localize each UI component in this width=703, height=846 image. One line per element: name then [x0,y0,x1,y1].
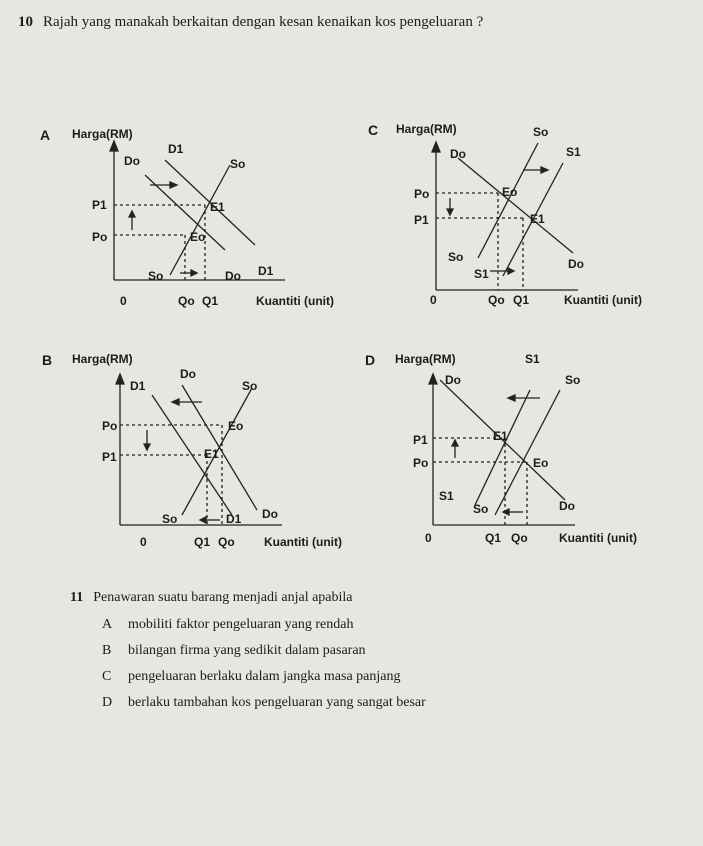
quantity-arrowhead [503,509,509,515]
supply-curve-s1 [475,390,530,505]
label-q1: Q1 [194,535,211,549]
quantity-arrowhead [191,270,197,276]
label-do: Do [450,147,466,161]
label-so: So [565,373,581,387]
label-p1: P1 [414,213,429,227]
diagram-a [40,125,360,368]
label-e1: E1 [210,200,225,214]
option-letter: A [40,127,51,143]
label-s1-lower: S1 [439,489,454,503]
choice-letter: B [102,643,112,658]
label-po: Po [92,230,108,244]
question-10 [18,14,483,31]
supply-curve-so [170,165,230,275]
diagram-b-graph [42,350,362,550]
label-do: Do [445,373,461,387]
choice-b[interactable] [102,643,366,659]
choice-letter: A [102,617,113,632]
choice-text: berlaku tambahan kos pengeluaran yang sangat besar [128,695,426,710]
price-arrowhead [144,444,150,450]
label-do: Do [180,367,196,381]
label-so: So [242,379,258,393]
diagram-d [365,350,685,590]
label-s1: S1 [525,352,540,366]
question-text: Rajah yang manakah berkaitan dengan kesan kenaikan kos pengeluaran ? [43,14,484,30]
label-do-lower: Do [225,269,241,283]
diagram-b [42,350,362,590]
shift-arrowhead [172,399,179,405]
label-p1: P1 [102,450,117,464]
choice-text: bilangan firma yang sedikit dalam pasaran [128,643,366,658]
label-qo: Qo [511,531,528,545]
choice-letter: C [102,669,112,684]
y-axis-label: Harga(RM) [395,352,456,366]
choice-d[interactable] [102,695,426,711]
label-do-lower: Do [568,257,584,271]
label-d1: D1 [168,142,184,156]
label-e1: E1 [530,212,545,226]
demand-curve-do [458,158,573,253]
choice-text: mobiliti faktor pengeluaran yang rendah [128,617,354,632]
choice-letter: D [102,695,113,710]
label-qo: Qo [218,535,235,549]
label-d1: D1 [130,379,146,393]
label-so: So [230,157,246,171]
x-axis-label: Kuantiti (unit) [264,535,342,549]
y-axis-arrow [429,374,437,384]
label-eo: Eo [190,230,206,244]
label-eo: Eo [228,419,244,433]
label-do-lower: Do [262,507,278,521]
origin-label: 0 [120,294,127,308]
option-letter: C [368,122,379,138]
question-number: 11 [70,590,84,605]
supply-curve-so [478,143,538,258]
origin-label: 0 [425,531,432,545]
label-s1: S1 [566,145,581,159]
label-qo: Qo [178,294,195,308]
choice-a[interactable] [102,617,353,633]
diagram-c [368,118,688,358]
label-q1: Q1 [202,294,219,308]
label-eo: Eo [502,185,518,199]
question-number: 10 [18,14,33,30]
label-e1: E1 [493,429,508,443]
label-do: Do [124,154,140,168]
price-arrowhead [447,209,453,215]
label-po: Po [413,456,429,470]
y-axis-arrow [116,374,124,384]
label-e1: E1 [204,447,219,461]
label-po: Po [414,187,430,201]
y-axis-arrow [432,142,440,152]
y-axis-arrow [110,141,118,151]
label-d1-lower: D1 [258,264,274,278]
label-so-lower: So [448,250,464,264]
label-q1: Q1 [513,293,530,307]
option-letter: B [42,352,53,368]
diagram-d-graph [365,350,685,550]
label-q1: Q1 [485,531,502,545]
label-eo: Eo [533,456,549,470]
y-axis-label: Harga(RM) [72,352,133,366]
x-axis-label: Kuantiti (unit) [256,294,334,308]
label-d1-lower: D1 [226,512,242,526]
origin-label: 0 [140,535,147,549]
x-axis-label: Kuantiti (unit) [564,293,642,307]
x-axis-label: Kuantiti (unit) [559,531,637,545]
option-letter: D [365,352,376,368]
label-p1: P1 [92,198,107,212]
y-axis-label: Harga(RM) [396,122,457,136]
label-so-lower: So [162,512,178,526]
quantity-arrowhead [200,517,206,523]
origin-label: 0 [430,293,437,307]
question-text: Penawaran suatu barang menjadi anjal apabila [93,590,353,605]
question-11 [70,590,353,606]
y-axis-label: Harga(RM) [72,127,133,141]
label-po: Po [102,419,118,433]
label-qo: Qo [488,293,505,307]
shift-arrowhead [508,395,515,401]
choice-text: pengeluaran berlaku dalam jangka masa panjang [128,669,401,684]
choice-c[interactable] [102,669,401,685]
shift-arrowhead [541,167,548,173]
label-so: So [533,125,549,139]
price-arrowhead [452,440,458,446]
shift-arrowhead [170,182,177,188]
label-do-lower: Do [559,499,575,513]
label-p1: P1 [413,433,428,447]
label-s1-lower: S1 [474,267,489,281]
quantity-arrowhead [508,268,514,274]
label-so-lower: So [148,269,164,283]
label-so-lower: So [473,502,489,516]
price-arrowhead [129,211,135,217]
